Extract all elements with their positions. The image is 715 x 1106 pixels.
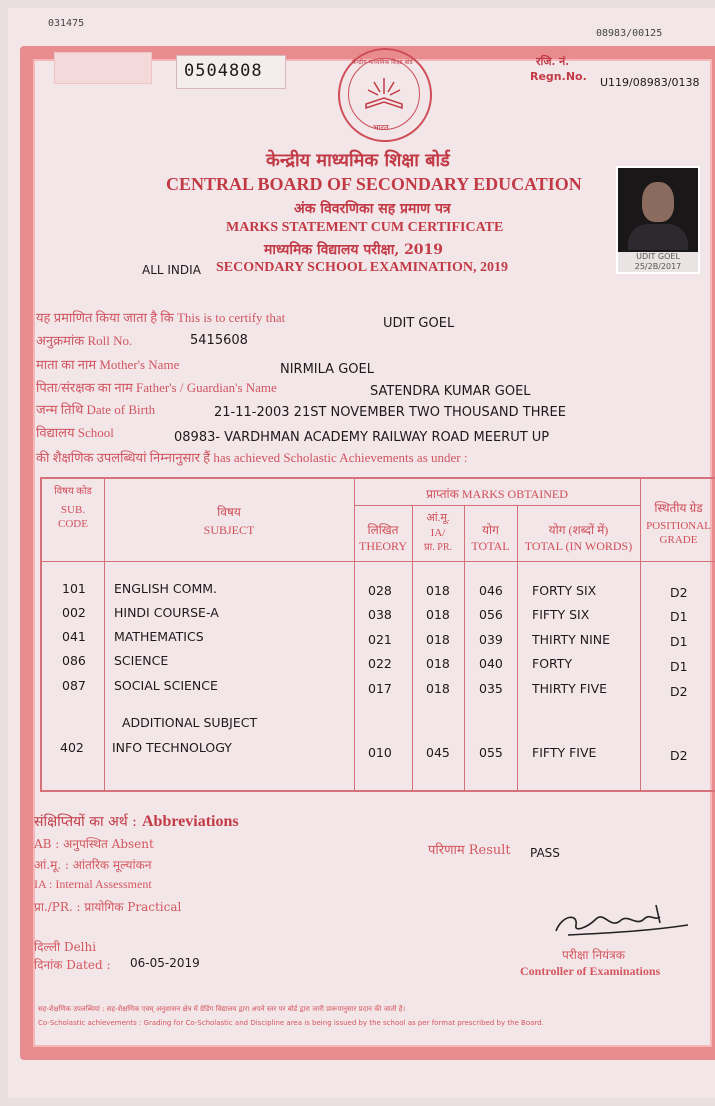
mother-name: NIRMILA GOEL [280, 362, 374, 377]
regn-label: Regn.No. [530, 70, 587, 83]
seal-text: केन्द्रीय माध्यमिक शिक्षा बोर्ड [352, 59, 413, 66]
roll-number: 5415608 [190, 333, 248, 348]
cell-theory: 021 [368, 632, 392, 647]
abbrev-item: आं.मू. : आंतरिक मूल्यांकन [34, 858, 152, 872]
th-theory: THEORY [359, 539, 407, 553]
controller-hindi: परीक्षा नियंत्रक [562, 948, 625, 962]
cell-grade: D1 [670, 659, 688, 674]
certificate-title-hindi: अंक विवरणिका सह प्रमाण पत्र [294, 201, 451, 217]
dated-label: दिनांक Dated : [34, 958, 111, 972]
cell-grade: D1 [670, 634, 688, 649]
th-words: TOTAL (IN WORDS) [524, 539, 633, 553]
footer-note-hindi: सह-शैक्षणिक उपलब्धियां : सह-शैक्षणिक एवम् अनुशासन क्षेत्र में ग्रेडिंग विद्यालय द्वारा अपने स्तर पर बोर्ड द्वारा जारी प्रारूपानुसार प्रदान की जाती है। [38, 1005, 406, 1013]
cell-subject: SCIENCE [114, 653, 169, 668]
exam-title-hindi: माध्यमिक विद्यालय परीक्षा, 2019 [264, 242, 444, 258]
cell-subject: INFO TECHNOLOGY [112, 740, 232, 755]
roll-label: अनुक्रमांक Roll No. [36, 333, 133, 348]
cell-grade: D2 [670, 748, 688, 763]
photo-body [628, 224, 688, 250]
cell-words: FORTY SIX [532, 583, 597, 598]
cell-ia: 018 [426, 583, 450, 598]
th-marks-hindi: प्राप्तांक [426, 487, 459, 501]
cell-words: FORTY [532, 656, 573, 671]
cell-words: THIRTY FIVE [532, 681, 608, 696]
achieved-label: की शैक्षणिक उपलब्धियां निम्नानुसार हैं has achieved Scholastic Achievements as under : [36, 450, 468, 465]
th-grade-hindi: स्थितीय ग्रेड [654, 501, 703, 515]
certificate-title-english: MARKS STATEMENT CUM CERTIFICATE [226, 220, 504, 235]
cell-subject: MATHEMATICS [114, 629, 204, 644]
cell-words: THIRTY NINE [532, 632, 611, 647]
th-grade: POSITIONAL GRADE [646, 520, 711, 546]
left-code: 031475 [48, 18, 85, 29]
cell-code: 087 [62, 678, 86, 693]
father-label: पिता/संरक्षक का नाम Father's / Guardian's Name [36, 380, 277, 395]
photo-face [642, 182, 674, 222]
cell-words: FIFTY FIVE [532, 745, 597, 760]
issue-date: 06-05-2019 [130, 956, 200, 970]
cell-code: 086 [62, 653, 86, 668]
cell-grade: D2 [670, 684, 688, 699]
cell-theory: 038 [368, 607, 392, 622]
cell-subject: SOCIAL SCIENCE [114, 678, 218, 693]
th-theory-hindi: लिखित [367, 523, 399, 537]
footer-note [38, 1003, 715, 1039]
cell-total: 056 [479, 607, 503, 622]
cell-ia: 018 [426, 632, 450, 647]
date-of-birth: 21-11-2003 21ST NOVEMBER TWO THOUSAND THREE [214, 405, 566, 420]
student-name: UDIT GOEL [383, 316, 455, 331]
board-name-english: CENTRAL BOARD OF SECONDARY EDUCATION [166, 174, 582, 194]
cell-code: 002 [62, 605, 86, 620]
regn-hindi-label: रजि. नं. [536, 55, 570, 68]
mother-label: माता का नाम Mother's Name [36, 357, 180, 372]
cell-total: 040 [479, 656, 503, 671]
dob-label: जन्म तिथि Date of Birth [36, 402, 156, 417]
place-label: दिल्ली Delhi [34, 940, 97, 954]
cell-total: 046 [479, 583, 503, 598]
cell-code: 101 [62, 581, 86, 596]
th-marks-english: MARKS OBTAINED [461, 487, 568, 501]
cell-theory: 017 [368, 681, 392, 696]
exam-prefix: ALL INDIA [142, 263, 201, 277]
cell-subject: HINDI COURSE-A [114, 605, 219, 620]
student-photo [616, 166, 700, 274]
result-value: PASS [530, 846, 560, 860]
marks-certificate [8, 8, 715, 1098]
cell-total: 055 [479, 745, 503, 760]
abbrev-title-hindi: संक्षिप्तियों का अर्थ : [34, 814, 137, 830]
cell-words: FIFTY SIX [532, 607, 590, 622]
cell-theory: 022 [368, 656, 392, 671]
cell-total: 039 [479, 632, 503, 647]
row-divider [354, 505, 640, 506]
th-ia-hindi: आं.मू. [426, 512, 450, 524]
cell-subject: ENGLISH COMM. [114, 581, 218, 596]
cbse-seal-icon [338, 48, 432, 142]
row-divider [42, 561, 715, 562]
th-marks-obtained [354, 487, 640, 501]
cell-grade: D2 [670, 585, 688, 600]
certify-label: यह प्रमाणित किया जाता है कि This is to certify that [36, 310, 286, 325]
exam-title-english: SECONDARY SCHOOL EXAMINATION, 2019 [216, 260, 508, 275]
th-words-hindi: योग (शब्दों में) [548, 523, 609, 537]
cell-ia: 018 [426, 681, 450, 696]
cell-grade: D1 [670, 609, 688, 624]
cell-ia: 045 [426, 745, 450, 760]
abbreviations-title [34, 811, 239, 831]
cell-code: 402 [60, 740, 84, 755]
abbrev-item: AB : अनुपस्थित Absent [34, 837, 154, 851]
th-ia: IA/ [430, 527, 446, 539]
abbrev-item: IA : Internal Assessment [34, 877, 152, 891]
result-label: परिणाम Result [428, 843, 511, 858]
lamp-book-icon [362, 74, 406, 110]
cell-ia: 018 [426, 656, 450, 671]
abbrev-title-english: Abbreviations [141, 813, 239, 830]
watermark-box [54, 52, 152, 84]
cell-theory: 028 [368, 583, 392, 598]
board-name-hindi: केन्द्रीय माध्यमिक शिक्षा बोर्ड [266, 150, 450, 171]
school-name: 08983- VARDHMAN ACADEMY RAILWAY ROAD MEERUT UP [174, 430, 550, 445]
footer-note-english: Co-Scholastic achievements : Grading for Co-Scholastic and Discipline area is being issued by the school as per format prescribed by the Board. [38, 1019, 544, 1027]
th-code: SUB. CODE [58, 504, 88, 530]
th-pr: प्रा. PR. [423, 542, 452, 553]
th-total: TOTAL [471, 539, 510, 553]
signature-icon [548, 901, 698, 941]
father-name: SATENDRA KUMAR GOEL [370, 384, 531, 399]
right-code: 08983/00125 [596, 28, 663, 39]
th-total-hindi: योग [482, 523, 499, 537]
photo-caption: UDIT GOEL 25/2B/2017 [618, 252, 698, 272]
school-label: विद्यालय School [36, 425, 114, 440]
controller-english: Controller of Examinations [520, 964, 661, 978]
marks-table [40, 477, 715, 792]
th-code-hindi: विषय कोड [54, 486, 92, 497]
regn-number: U119/08983/0138 [600, 76, 700, 89]
cell-ia: 018 [426, 607, 450, 622]
serial-number: 0504808 [184, 61, 263, 81]
th-subject-hindi: विषय [217, 505, 241, 519]
cell-total: 035 [479, 681, 503, 696]
additional-subject-label: ADDITIONAL SUBJECT [122, 715, 258, 730]
cell-theory: 010 [368, 745, 392, 760]
seal-bottom-text: भारत [373, 123, 389, 132]
abbrev-item: प्रा./PR. : प्रायोगिक Practical [34, 900, 182, 914]
col-divider [640, 479, 641, 790]
cell-code: 041 [62, 629, 86, 644]
th-subject: SUBJECT [203, 523, 255, 537]
